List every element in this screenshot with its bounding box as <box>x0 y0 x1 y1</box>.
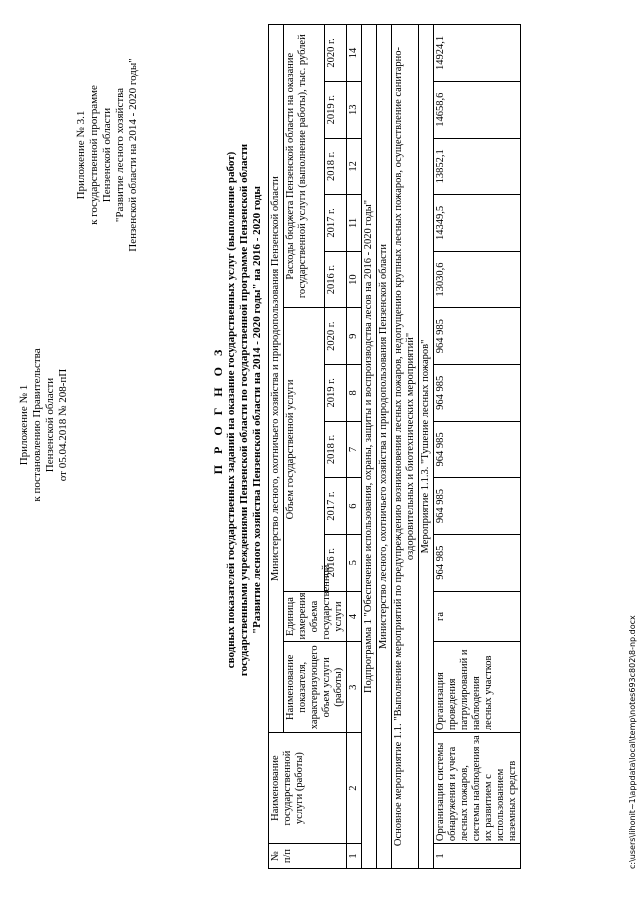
header-num: № п/п <box>269 844 347 869</box>
row-volume: 964 985 <box>434 478 521 535</box>
header-year: 2020 г. <box>324 308 347 365</box>
subprogram-row: Подпрограмма 1 "Обеспечение использования, охраны, защиты и воспроизводства лесов на 2016 - 2020 годы" <box>362 25 377 869</box>
row-volume: 964 985 <box>434 365 521 422</box>
row-expense: 13030,6 <box>434 251 521 308</box>
header-expense-year: 2018 г. <box>324 138 347 195</box>
column-number: 8 <box>347 365 362 422</box>
column-number: 7 <box>347 421 362 478</box>
row-volume: 964 985 <box>434 421 521 478</box>
appendix-1-line: Пензенской области <box>44 377 56 473</box>
appendix-2-line: "Развитие лесного хозяйства <box>114 87 126 223</box>
row-expense: 14658,6 <box>434 81 521 138</box>
appendix-1-block <box>18 310 70 540</box>
header-year: 2017 г. <box>324 478 347 535</box>
title-line: государственными учреждениями Пензенской области по государственной программе Пензенской области <box>238 143 250 677</box>
appendix-2-line: к государственной программе <box>88 85 100 225</box>
title-line: сводных показателей государственных заданий на оказание государственных услуг (выполнение работ) <box>225 151 237 669</box>
column-number: 11 <box>347 195 362 252</box>
appendix-1-line: к постановлению Правительства <box>31 348 43 502</box>
title-heading: П Р О Г Н О З <box>211 345 225 475</box>
title-line: "Развитие лесного хозяйства Пензенской области на 2014 - 2020 годы" на 2016 - 2020 годы <box>251 186 263 634</box>
row-expense: 14924,1 <box>434 25 521 82</box>
header-service: Наименование государственной услуги (работы) <box>269 733 347 844</box>
main-event-row: Основное мероприятие 1.1. "Выполнение мероприятий по предупреждению возникновения лесных пожаров, недопущению крупных лесных пожаров, осуществление санитарно-оздоровительных и биотехнических мероприятий" <box>392 25 419 869</box>
appendix-3-1-block <box>75 35 140 275</box>
column-number: 5 <box>347 534 362 591</box>
event-row: Мероприятие 1.1.3. "Тушение лесных пожаров" <box>419 25 434 869</box>
document-title <box>212 30 264 790</box>
column-number: 1 <box>347 844 362 869</box>
row-expense: 14349,5 <box>434 195 521 252</box>
column-number: 10 <box>347 251 362 308</box>
ministry-row: Министерство лесного, охотничьего хозяйства и природопользования Пензенской области <box>377 25 392 869</box>
row-indicator: Организация проведения патрулирований и наблюдения лесных участков <box>434 642 521 733</box>
row-service: Организация системы обнаружения и учета лесных пожаров, системы наблюдения за их развитием с использованием наземных средств <box>434 733 521 844</box>
appendix-2-line: Пензенской области на 2014 - 2020 годы" <box>127 58 139 252</box>
header-expenses: Расходы бюджета Пензенской области на оказание государственной услуги (выполнение работы), тыс. рублей <box>284 25 325 308</box>
header-expense-year: 2019 г. <box>324 81 347 138</box>
header-year: 2019 г. <box>324 365 347 422</box>
header-year: 2016 г. <box>324 534 347 591</box>
header-indicator: Наименование показателя, характеризующего объем услуги (работы) <box>284 642 347 733</box>
column-number: 6 <box>347 478 362 535</box>
appendix-1-line: от 05.04.2018 № 208-пП <box>57 368 69 482</box>
column-number: 2 <box>347 733 362 844</box>
appendix-2-line: Пензенской области <box>101 107 113 203</box>
row-volume: 964 985 <box>434 534 521 591</box>
header-expense-year: 2020 г. <box>324 25 347 82</box>
row-expense: 13852,1 <box>434 138 521 195</box>
column-number: 12 <box>347 138 362 195</box>
column-number: 9 <box>347 308 362 365</box>
appendix-2-line: Приложение № 3.1 <box>75 110 87 200</box>
forecast-table <box>268 24 521 869</box>
header-ministry: Министерство лесного, охотничьего хозяйства и природопользования Пензенской области <box>269 25 284 733</box>
appendix-1-line: Приложение № 1 <box>18 384 30 466</box>
row-volume: 964 985 <box>434 308 521 365</box>
header-unit: Единица измерения объема государственной услуги <box>284 591 347 642</box>
header-volume: Объем государственной услуги <box>284 308 325 591</box>
file-path-footer: c:\users\lihonit~1\appdata\local\temp\notes693c802\8-np.docx <box>628 615 637 869</box>
column-number-row <box>347 25 362 869</box>
column-number: 14 <box>347 25 362 82</box>
row-num: 1 <box>434 844 521 869</box>
header-expense-year: 2017 г. <box>324 195 347 252</box>
header-expense-year: 2016 г. <box>324 251 347 308</box>
column-number: 3 <box>347 642 362 733</box>
table-row <box>434 25 521 869</box>
column-number: 4 <box>347 591 362 642</box>
row-unit: га <box>434 591 521 642</box>
column-number: 13 <box>347 81 362 138</box>
header-year: 2018 г. <box>324 421 347 478</box>
